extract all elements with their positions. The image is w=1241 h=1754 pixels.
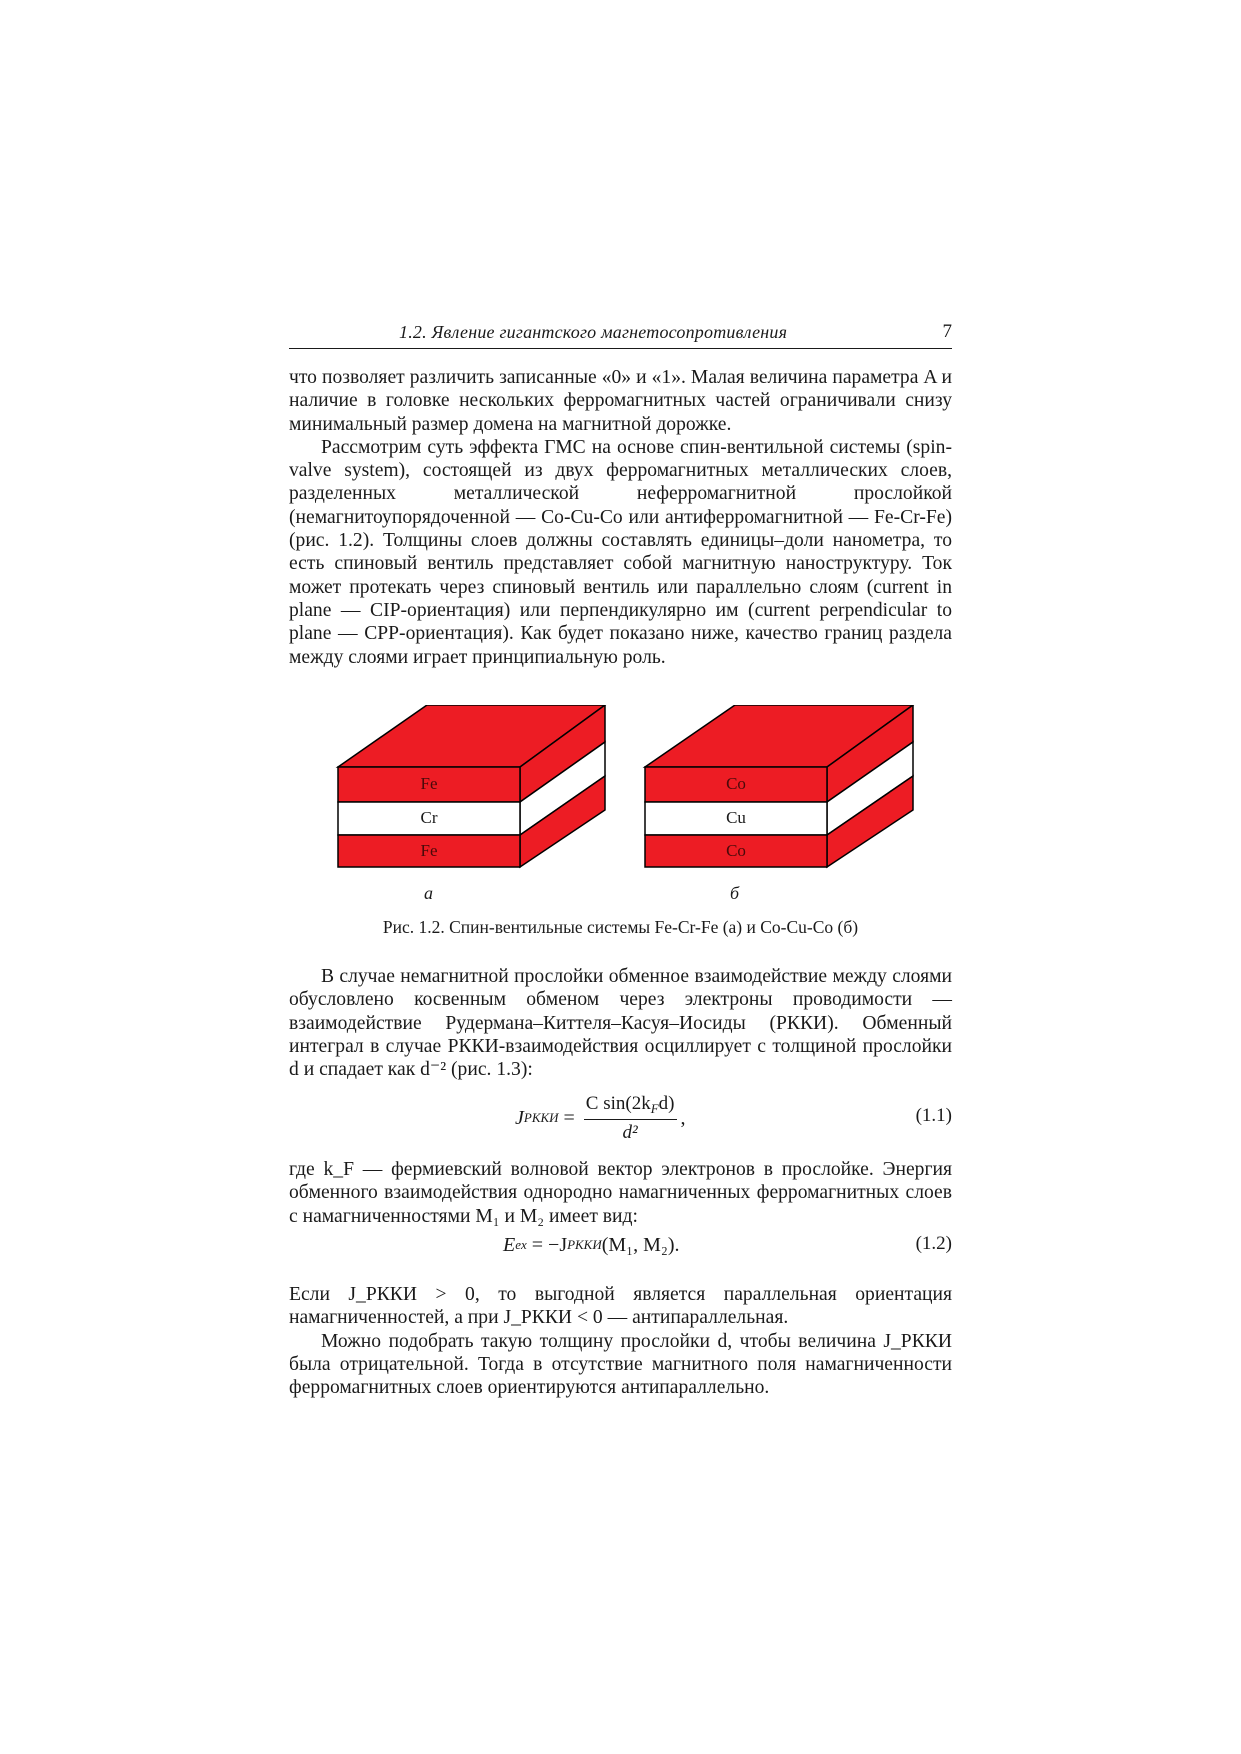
eq-lhs: J — [515, 1106, 524, 1129]
paragraph: Можно подобрать такую толщину прослойки d, чтобы величина J_РККИ была отрицательной. Тогда в отсутствие магнитного поля намагниченности ферромагнитных слоев ориентируются антипараллельно. — [289, 1330, 952, 1399]
layer-label-co-bot: Co — [726, 841, 746, 860]
eq-rhs-end: (M₁, M₂). — [601, 1233, 680, 1256]
layer-label-fe-bot: Fe — [420, 841, 438, 860]
numerator-subscript: F — [650, 1100, 659, 1116]
stack-fe-cr-fe — [338, 705, 605, 867]
running-title: 1.2. Явление гигантского магнетосопротивления — [399, 322, 788, 342]
numerator-end: d) — [658, 1092, 675, 1114]
page-number: 7 — [942, 321, 952, 342]
figure-caption: Рис. 1.2. Спин-вентильные системы Fe-Cr-Fe (а) и Co-Cu-Co (б) — [382, 917, 859, 937]
eq-trailing: , — [680, 1106, 686, 1129]
paragraph: Если J_РККИ > 0, то выгодной является параллельная ориентация намагниченностей, а при J_РККИ < 0 — антипараллельная. — [289, 1284, 952, 1329]
eq-lhs-subscript: ex — [515, 1237, 527, 1252]
panel-letter-b: б — [730, 883, 740, 903]
stack-co-cu-co — [645, 705, 913, 867]
text-block-top — [289, 366, 952, 669]
eq-rhs: = −J — [526, 1233, 568, 1256]
figure-spin-valve — [330, 705, 930, 915]
numerator — [584, 1093, 677, 1120]
paragraph: что позволяет различить записанные «0» и «1». Малая величина параметра A и наличие в головке нескольких ферромагнитных частей ограничивали снизу минимальный размер домена на магнитной дорожке. — [289, 367, 952, 435]
equation-body — [515, 1088, 686, 1148]
text-block-after-eq1 — [289, 1158, 952, 1228]
layer-label-cu: Cu — [726, 808, 746, 827]
text-block-bottom — [289, 1283, 952, 1399]
eq-equals: = — [558, 1106, 580, 1129]
equation-number: (1.2) — [915, 1233, 952, 1254]
numerator-text: C sin(2k — [585, 1092, 651, 1114]
layer-label-cr: Cr — [420, 808, 438, 827]
running-header — [289, 322, 952, 349]
paragraph: В случае немагнитной прослойки обменное взаимодействие между слоями обусловлено косвенным обменом через электроны проводимости — взаимодействие Рудермана–Киттеля–Касуя–Иосиды (РККИ). Обменный интеграл в случае РККИ-взаимодействия осциллирует с толщиной прослойки d и спадает как d⁻² (рис. 1.3): — [289, 966, 952, 1081]
equation-1-2 — [289, 1230, 952, 1260]
equation-1-1 — [289, 1088, 952, 1148]
paragraph: где k_F — фермиевский волновой вектор электронов в прослойке. Энергия обменного взаимодействия однородно намагниченных ферромагнитных слоев с намагниченностями M₁ и M₂ имеет вид: — [289, 1159, 952, 1227]
fraction — [584, 1093, 677, 1144]
eq-lhs: E — [503, 1233, 516, 1256]
paragraph: Рассмотрим суть эффекта ГМС на основе спин-вентильной системы (spin-valve system), состоящей из двух ферромагнитных металлических слоев, разделенных металлической неферромагнитной прослойкой (немагнитоупорядоченной — Co-Cu-Co или антиферромагнитной — Fe-Cr-Fe) (рис. 1.2). Толщины слоев должны составлять единицы–доли нанометра, то есть спиновый вентиль представляет собой магнитную наноструктуру. Ток может протекать через спиновый вентиль или параллельно слоям (current in plane — CIP-ориентация) или перпендикулярно им (current perpendicular to plane — CPP-ориентация). Как будет показано ниже, качество границ раздела между слоями играет принципиальную роль. — [289, 436, 952, 668]
denominator: d² — [622, 1121, 638, 1143]
layer-label-fe-top: Fe — [420, 774, 438, 793]
layer-label-co-top: Co — [726, 774, 746, 793]
text-block-mid — [289, 965, 952, 1081]
equation-number: (1.1) — [915, 1105, 952, 1126]
equation-body — [503, 1230, 680, 1260]
eq-rhs-subscript: РККИ — [567, 1237, 602, 1252]
eq-lhs-subscript: РККИ — [523, 1110, 559, 1125]
panel-letter-a: a — [424, 883, 433, 903]
